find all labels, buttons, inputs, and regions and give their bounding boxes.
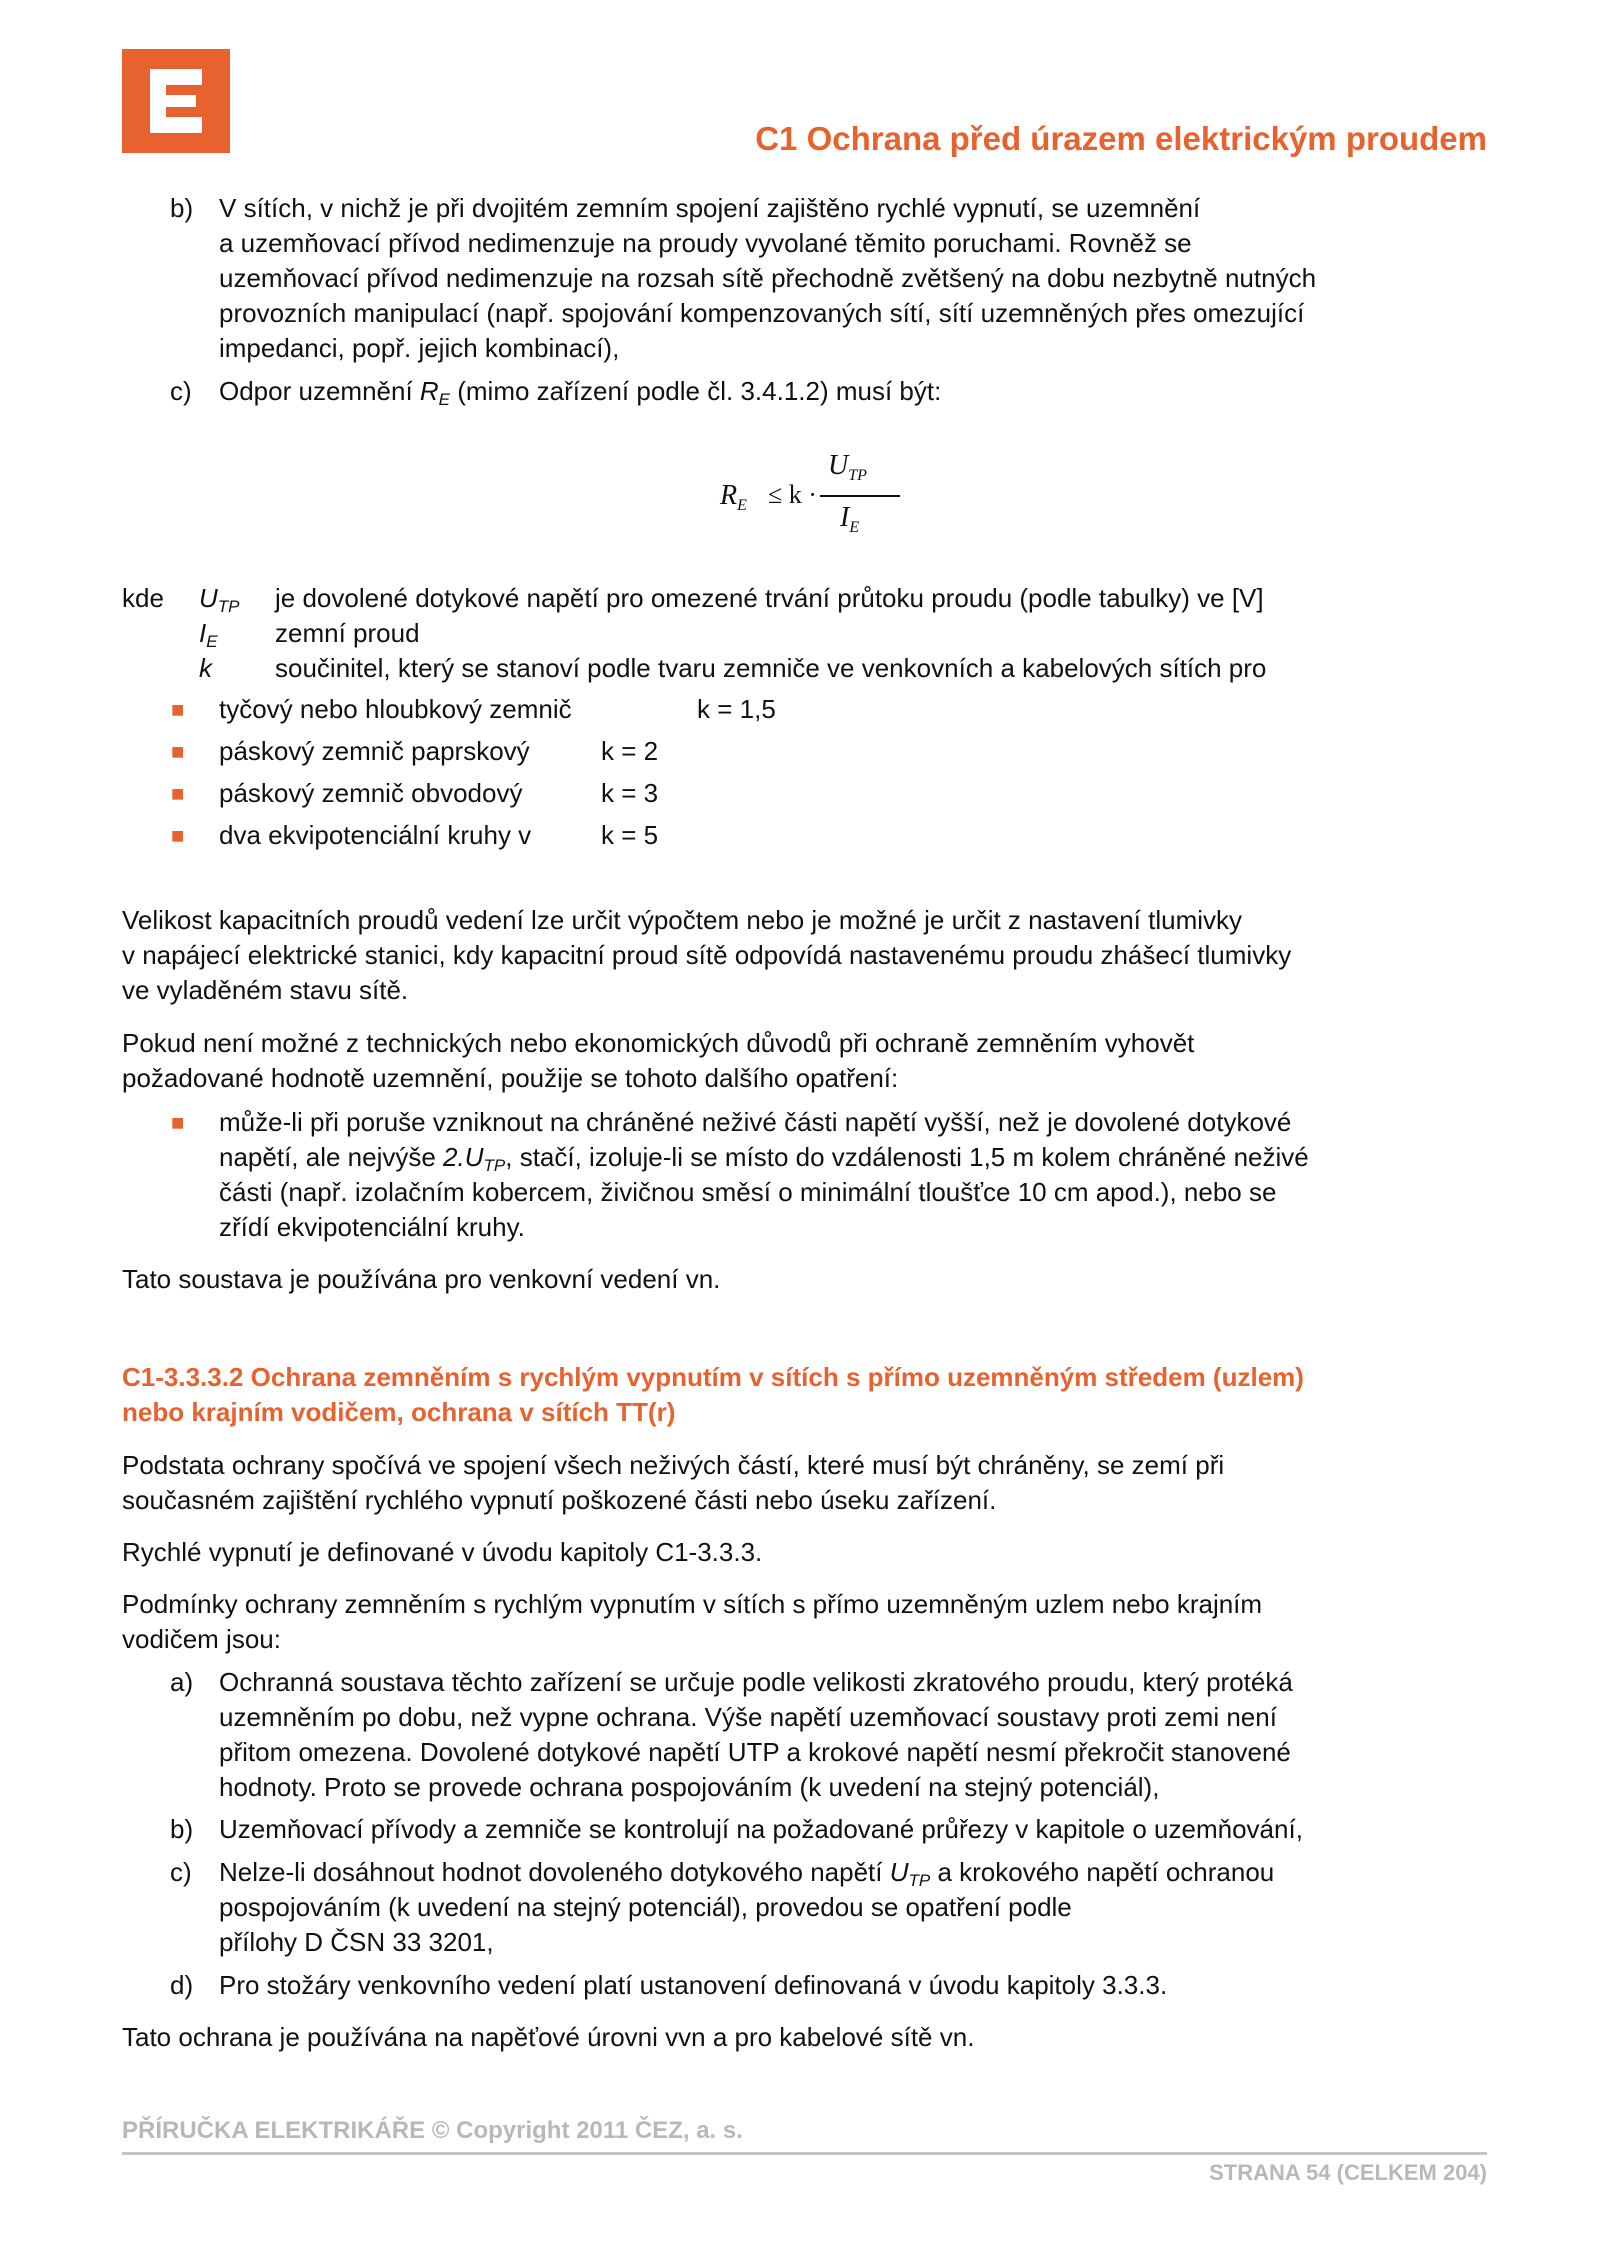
formula-denominator: $I_E$ — [840, 502, 860, 536]
cez-logo-icon — [122, 49, 230, 153]
definition-text-utp: je dovolené dotykové napětí pro omezené trvání průtoku proudu (podle tabulky) ve [V] — [275, 583, 1264, 613]
definition-text-k: součinitel, který se stanoví podle tvaru zemniče ve venkovních a kabelových sítích pro — [275, 653, 1267, 683]
list-b-line-3: uzemňovací přívod nedimenzuje na rozsah sítě přechodně zvětšený na dobu nezbytně nutných — [219, 263, 1317, 293]
section-heading: C1-3.3.3.2 Ochrana zemněním s rychlým vypnutím v sítích s přímo uzemněným středem (uzlem) — [122, 1362, 1304, 1392]
bullet-icon: ■ — [171, 781, 185, 806]
paragraph-line: Tato soustava je používána pro venkovní vedení vn. — [122, 1264, 721, 1294]
footer-copyright: PŘÍRUČKA ELEKTRIKÁŘE © Copyright 2011 ČEZ, a. s. — [122, 2117, 743, 2144]
condition-a-line: uzemněním po dobu, než vypne ochrana. Výše napětí uzemňovací soustavy proti zemi není — [219, 1702, 1277, 1732]
k-bullet-name: páskový zemnič obvodový — [219, 778, 523, 808]
k-bullet-value: k = 3 — [601, 778, 659, 808]
condition-c-line-3: přílohy D ČSN 33 3201, — [219, 1927, 494, 1957]
paragraph-line: ve vyladěném stavu sítě. — [122, 975, 409, 1005]
paragraph-line: Rychlé vypnutí je definované v úvodu kapitoly C1-3.3.3. — [122, 1537, 763, 1567]
footer-divider — [122, 2152, 1487, 2155]
formula-operator: ≤ k · — [768, 480, 817, 509]
fraction-bar — [820, 495, 900, 497]
measure-line-3: části (např. izolačním kobercem, živičnou směsí o minimální tloušťce 10 cm apod.), nebo se — [219, 1177, 1277, 1207]
condition-c-line-1: Nelze-li dosáhnout hodnot dovoleného dotykového napětí $U_{TP}$ a krokového napětí ochranou — [219, 1857, 1275, 1890]
definition-symbol-utp: $U_{TP}$ — [199, 583, 240, 616]
formula-numerator: $U_{TP}$ — [828, 450, 867, 484]
bullet-icon: ■ — [171, 1110, 185, 1135]
list-label-b: b) — [170, 193, 194, 223]
footer-page-number: STRANA 54 (CELKEM 204) — [1209, 2160, 1487, 2185]
bullet-icon: ■ — [171, 697, 185, 722]
measure-line-1: může-li při poruše vzniknout na chráněné neživé části napětí vyšší, než je dovolené dotykové — [219, 1107, 1292, 1137]
measure-line-2: napětí, ale nejvýše $2.U_{TP}$, stačí, izoluje-li se místo do vzdálenosti 1,5 m kolem chráněné neživé — [219, 1142, 1309, 1175]
list-b-line-1: V sítích, v nichž je při dvojitém zemním spojení zajištěno rychlé vypnutí, se uzemnění — [219, 193, 1201, 223]
bullet-icon: ■ — [171, 739, 185, 764]
k-bullet-value: k = 1,5 — [697, 694, 776, 724]
k-bullet-value: k = 5 — [601, 820, 659, 850]
k-bullet-name: tyčový nebo hloubkový zemnič — [219, 694, 572, 724]
list-label-c: c) — [170, 376, 192, 406]
paragraph-line: v napájecí elektrické stanici, kdy kapacitní proud sítě odpovídá nastavenému proudu zhášecí tlumivky — [122, 940, 1292, 970]
paragraph-line: Podmínky ochrany zemněním s rychlým vypnutím v sítích s přímo uzemněným uzlem nebo krajním — [122, 1589, 1263, 1619]
condition-a-line: Ochranná soustava těchto zařízení se určuje podle velikosti zkratového proudu, který protéká — [219, 1667, 1293, 1697]
paragraph-line: Podstata ochrany spočívá ve spojení všech neživých částí, které musí být chráněny, se zemí při — [122, 1450, 1225, 1480]
paragraph-line: Tato ochrana je používána na napěťové úrovni vvn a pro kabelové sítě vn. — [122, 2022, 975, 2052]
list-label-a: a) — [170, 1667, 194, 1697]
list-label-d: d) — [170, 1970, 194, 2000]
definition-text-ie: zemní proud — [275, 618, 420, 648]
definition-symbol-k: k — [199, 653, 212, 683]
condition-d-line: Pro stožáry venkovního vedení platí ustanovení definovaná v úvodu kapitoly 3.3.3. — [219, 1970, 1168, 2000]
definitions-kde: kde — [122, 583, 164, 613]
paragraph-line: požadované hodnotě uzemnění, použije se tohoto dalšího opatření: — [122, 1063, 899, 1093]
formula-lhs: $R_E$ — [720, 480, 747, 514]
section-heading: nebo krajním vodičem, ochrana v sítích TT(r) — [122, 1397, 676, 1427]
condition-c-line-2: pospojováním (k uvedení na stejný potenciál), provedou se opatření podle — [219, 1892, 1072, 1922]
formula — [720, 450, 900, 550]
list-b-line-2: a uzemňovací přívod nedimenzuje na proudy vyvolané těmito poruchami. Rovněž se — [219, 228, 1192, 258]
chapter-title: C1 Ochrana před úrazem elektrickým proudem — [755, 120, 1487, 157]
list-b-line-5: impedanci, popř. jejich kombinací), — [219, 333, 620, 363]
condition-a-line: přitom omezena. Dovolené dotykové napětí UTP a krokové napětí nesmí překročit stanovené — [219, 1737, 1291, 1767]
list-b-line-4: provozních manipulací (např. spojování kompenzovaných sítí, sítí uzemněných přes omezující — [219, 298, 1305, 328]
k-bullet-name: páskový zemnič paprskový — [219, 736, 530, 766]
condition-b-line: Uzemňovací přívody a zemniče se kontrolují na požadované průřezy v kapitole o uzemňování, — [219, 1814, 1303, 1844]
measure-line-4: zřídí ekvipotenciální kruhy. — [219, 1212, 525, 1242]
definition-symbol-ie: $I_E$ — [199, 618, 218, 651]
list-c-text: Odpor uzemnění $R_E$ (mimo zařízení podle čl. 3.4.1.2) musí být: — [219, 376, 942, 409]
paragraph-line: vodičem jsou: — [122, 1624, 281, 1654]
bullet-icon: ■ — [171, 823, 185, 848]
list-label-c2: c) — [170, 1857, 192, 1887]
list-label-b2: b) — [170, 1814, 194, 1844]
paragraph-line: Velikost kapacitních proudů vedení lze určit výpočtem nebo je možné je určit z nastavení tlumivky — [122, 905, 1243, 935]
paragraph-line: současném zajištění rychlého vypnutí poškozené části nebo úseku zařízení. — [122, 1485, 997, 1515]
condition-a-line: hodnoty. Proto se provede ochrana pospojováním (k uvedení na stejný potenciál), — [219, 1772, 1160, 1802]
k-bullet-value: k = 2 — [601, 736, 659, 766]
k-bullet-name: dva ekvipotenciální kruhy v — [219, 820, 532, 850]
paragraph-line: Pokud není možné z technických nebo ekonomických důvodů při ochraně zemněním vyhovět — [122, 1028, 1195, 1058]
